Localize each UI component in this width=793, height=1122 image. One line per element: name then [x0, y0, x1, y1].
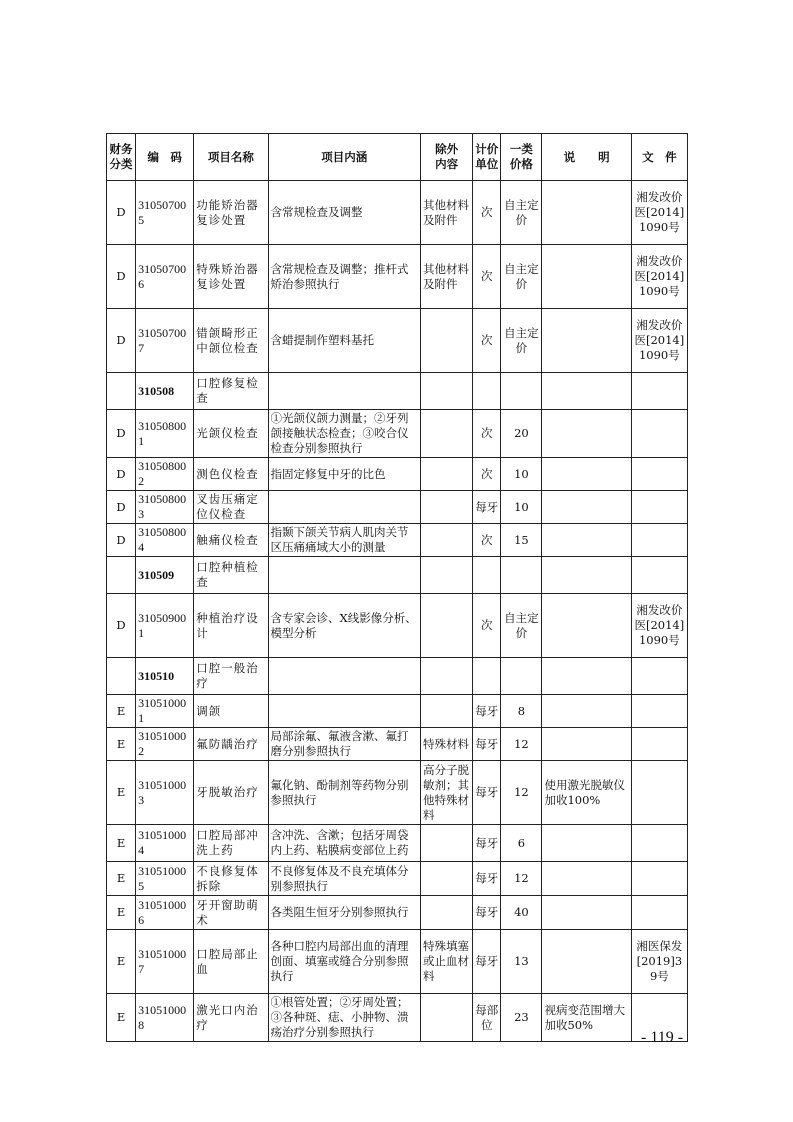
- row-name: 不良修复体拆除: [194, 862, 268, 896]
- row-category: D: [107, 491, 136, 524]
- row-doc: 湘医保发[2019]39号: [631, 930, 687, 994]
- table-row: [107, 695, 688, 728]
- row-code: 310510008: [136, 994, 194, 1042]
- row-code: 310508003: [136, 491, 194, 524]
- row-name: 触痛仪检查: [194, 524, 268, 557]
- row-note: [542, 557, 631, 594]
- row-note: [542, 896, 631, 930]
- row-doc: [631, 373, 687, 410]
- row-code: 310510002: [136, 728, 194, 761]
- row-unit: 每牙: [473, 728, 501, 761]
- row-price: [501, 373, 542, 410]
- row-unit: 每牙: [473, 761, 501, 825]
- table-row: [107, 930, 688, 994]
- row-doc: [631, 410, 687, 458]
- row-content: 不良修复体及不良充填体分别参照执行: [268, 862, 421, 896]
- row-name: 口腔局部冲洗上药: [194, 825, 268, 862]
- row-category: D: [107, 458, 136, 491]
- row-code: 310510001: [136, 695, 194, 728]
- row-category: E: [107, 825, 136, 862]
- row-category: D: [107, 410, 136, 458]
- row-unit: 次: [473, 245, 501, 309]
- row-category: [107, 373, 136, 410]
- row-content: 含蜡提制作塑料基托: [268, 309, 421, 373]
- header-price: 一类 价格: [501, 134, 542, 181]
- row-note: 视病变范围增大加收50%: [542, 994, 631, 1042]
- row-excluded: 高分子脱敏剂；其他特殊材料: [421, 761, 473, 825]
- row-price: [501, 557, 542, 594]
- row-price: 12: [501, 761, 542, 825]
- header-category: 财务 分类: [107, 134, 136, 181]
- price-table: [106, 133, 688, 1042]
- row-code: 310509: [136, 557, 194, 594]
- row-content: 指颞下颌关节病人肌肉关节区压痛痛域大小的测量: [268, 524, 421, 557]
- row-name: 牙开窗助萌术: [194, 896, 268, 930]
- table-row: [107, 896, 688, 930]
- row-price: 13: [501, 930, 542, 994]
- row-unit: 次: [473, 594, 501, 658]
- row-category: [107, 557, 136, 594]
- row-code: 310509001: [136, 594, 194, 658]
- row-unit: 每牙: [473, 862, 501, 896]
- row-unit: [473, 373, 501, 410]
- row-price: 10: [501, 491, 542, 524]
- row-note: 使用激光脱敏仪加收100%: [542, 761, 631, 825]
- row-name: 激光口内治疗: [194, 994, 268, 1042]
- table-row: [107, 309, 688, 373]
- header-name: 项目名称: [194, 134, 268, 181]
- row-code: 310510007: [136, 930, 194, 994]
- row-unit: 每牙: [473, 896, 501, 930]
- row-unit: 每牙: [473, 930, 501, 994]
- table-header-row: [107, 134, 688, 181]
- row-code: 310508004: [136, 524, 194, 557]
- row-name: 口腔一般治疗: [194, 658, 268, 695]
- row-note: [542, 594, 631, 658]
- row-code: 310508: [136, 373, 194, 410]
- row-name: 调颌: [194, 695, 268, 728]
- table-row: [107, 994, 688, 1042]
- row-excluded: [421, 594, 473, 658]
- row-price: 12: [501, 728, 542, 761]
- row-doc: [631, 557, 687, 594]
- row-code: 310510: [136, 658, 194, 695]
- row-note: [542, 695, 631, 728]
- row-name: 口腔局部止血: [194, 930, 268, 994]
- header-note: 说 明: [542, 134, 631, 181]
- row-code: 310510004: [136, 825, 194, 862]
- row-name: 口腔修复检查: [194, 373, 268, 410]
- row-note: [542, 658, 631, 695]
- row-doc: [631, 862, 687, 896]
- row-excluded: [421, 524, 473, 557]
- row-category: E: [107, 862, 136, 896]
- row-unit: 每牙: [473, 695, 501, 728]
- row-category: E: [107, 896, 136, 930]
- row-doc: 湘发改价医[2014]1090号: [631, 309, 687, 373]
- row-price: 自主定价: [501, 594, 542, 658]
- row-excluded: [421, 695, 473, 728]
- row-code: 310507005: [136, 181, 194, 245]
- row-unit: 每牙: [473, 491, 501, 524]
- row-content: ①光颌仪颌力测量；②牙列颌接触状态检查；③咬合仪检查分别参照执行: [268, 410, 421, 458]
- header-excluded: 除外 内容: [421, 134, 473, 181]
- row-doc: [631, 728, 687, 761]
- row-unit: 次: [473, 181, 501, 245]
- row-name: 测色仪检查: [194, 458, 268, 491]
- row-price: 40: [501, 896, 542, 930]
- row-name: 种植治疗设计: [194, 594, 268, 658]
- row-name: 特殊矫治器复诊处置: [194, 245, 268, 309]
- row-unit: 次: [473, 309, 501, 373]
- table-row: [107, 594, 688, 658]
- row-unit: 次: [473, 524, 501, 557]
- table-row: [107, 825, 688, 862]
- row-excluded: [421, 994, 473, 1042]
- table-row: [107, 410, 688, 458]
- row-excluded: [421, 658, 473, 695]
- row-price: 自主定价: [501, 309, 542, 373]
- row-note: [542, 458, 631, 491]
- row-content: [268, 491, 421, 524]
- row-category: E: [107, 994, 136, 1042]
- row-price: 自主定价: [501, 245, 542, 309]
- row-name: 叉齿压痛定位仪检查: [194, 491, 268, 524]
- table-row: [107, 491, 688, 524]
- row-content: 氟化钠、酚制剂等药物分别参照执行: [268, 761, 421, 825]
- row-doc: 湘发改价医[2014]1090号: [631, 594, 687, 658]
- row-unit: 次: [473, 410, 501, 458]
- row-price: 15: [501, 524, 542, 557]
- row-price: 12: [501, 862, 542, 896]
- row-category: E: [107, 695, 136, 728]
- row-note: [542, 728, 631, 761]
- row-note: [542, 245, 631, 309]
- row-doc: [631, 825, 687, 862]
- row-unit: [473, 658, 501, 695]
- row-excluded: [421, 557, 473, 594]
- table-group-row: [107, 658, 688, 695]
- row-code: 310507007: [136, 309, 194, 373]
- row-excluded: 其他材料及附件: [421, 181, 473, 245]
- row-excluded: [421, 309, 473, 373]
- row-note: [542, 373, 631, 410]
- row-content: ①根管处置；②牙周处置；③各种斑、痣、小肿物、溃疡治疗分别参照执行: [268, 994, 421, 1042]
- row-excluded: [421, 825, 473, 862]
- row-category: D: [107, 309, 136, 373]
- row-category: E: [107, 728, 136, 761]
- row-doc: [631, 524, 687, 557]
- row-content: 各类阻生恒牙分别参照执行: [268, 896, 421, 930]
- row-price: 6: [501, 825, 542, 862]
- row-content: [268, 373, 421, 410]
- row-name: 光颌仪检查: [194, 410, 268, 458]
- row-doc: 湘发改价医[2014]1090号: [631, 245, 687, 309]
- table-group-row: [107, 557, 688, 594]
- table-row: [107, 458, 688, 491]
- row-excluded: 其他材料及附件: [421, 245, 473, 309]
- table-group-row: [107, 373, 688, 410]
- row-doc: 湘发改价医[2014]1090号: [631, 181, 687, 245]
- row-price: [501, 658, 542, 695]
- row-doc: [631, 896, 687, 930]
- table-row: [107, 761, 688, 825]
- row-price: 10: [501, 458, 542, 491]
- row-excluded: [421, 458, 473, 491]
- row-content: [268, 658, 421, 695]
- row-excluded: [421, 410, 473, 458]
- row-note: [542, 825, 631, 862]
- row-price: 8: [501, 695, 542, 728]
- row-name: 氟防龋治疗: [194, 728, 268, 761]
- row-unit: 每牙: [473, 825, 501, 862]
- row-note: [542, 491, 631, 524]
- row-doc: [631, 491, 687, 524]
- row-price: 23: [501, 994, 542, 1042]
- table-row: [107, 245, 688, 309]
- row-doc: [631, 695, 687, 728]
- row-doc: [631, 658, 687, 695]
- row-note: [542, 309, 631, 373]
- row-note: [542, 930, 631, 994]
- row-code: 310508002: [136, 458, 194, 491]
- header-code: 编 码: [136, 134, 194, 181]
- row-note: [542, 181, 631, 245]
- row-content: 含常规检查及调整；推杆式矫治参照执行: [268, 245, 421, 309]
- row-name: 功能矫治器复诊处置: [194, 181, 268, 245]
- row-code: 310508001: [136, 410, 194, 458]
- row-content: [268, 557, 421, 594]
- row-excluded: [421, 862, 473, 896]
- row-excluded: [421, 491, 473, 524]
- row-price: 20: [501, 410, 542, 458]
- page-number: - 119 -: [641, 1029, 684, 1046]
- row-category: D: [107, 245, 136, 309]
- row-content: 含冲洗、含漱；包括牙周袋内上药、粘膜病变部位上药: [268, 825, 421, 862]
- table-row: [107, 181, 688, 245]
- row-name: 错颌畸形正中颌位检查: [194, 309, 268, 373]
- row-category: D: [107, 524, 136, 557]
- row-doc: [631, 458, 687, 491]
- row-content: 含专家会诊、X线影像分析、模型分析: [268, 594, 421, 658]
- row-note: [542, 410, 631, 458]
- header-doc: 文 件: [631, 134, 687, 181]
- row-content: 局部涂氟、氟液含漱、氟打磨分别参照执行: [268, 728, 421, 761]
- row-content: 各种口腔内局部出血的清理创面、填塞或缝合分别参照执行: [268, 930, 421, 994]
- row-content: 含常规检查及调整: [268, 181, 421, 245]
- table-row: [107, 862, 688, 896]
- row-excluded: 特殊填塞或止血材料: [421, 930, 473, 994]
- row-name: 口腔种植检查: [194, 557, 268, 594]
- table-row: [107, 524, 688, 557]
- row-content: [268, 695, 421, 728]
- row-unit: [473, 557, 501, 594]
- row-code: 310507006: [136, 245, 194, 309]
- row-unit: 次: [473, 458, 501, 491]
- row-excluded: [421, 373, 473, 410]
- row-doc: [631, 761, 687, 825]
- row-excluded: 特殊材料: [421, 728, 473, 761]
- header-unit: 计价 单位: [473, 134, 501, 181]
- header-content: 项目内涵: [268, 134, 421, 181]
- row-category: [107, 658, 136, 695]
- row-excluded: [421, 896, 473, 930]
- table-row: [107, 728, 688, 761]
- row-category: D: [107, 594, 136, 658]
- row-price: 自主定价: [501, 181, 542, 245]
- row-category: E: [107, 930, 136, 994]
- row-unit: 每部位: [473, 994, 501, 1042]
- row-code: 310510003: [136, 761, 194, 825]
- row-category: E: [107, 761, 136, 825]
- row-note: [542, 524, 631, 557]
- row-content: 指固定修复中牙的比色: [268, 458, 421, 491]
- row-category: D: [107, 181, 136, 245]
- row-name: 牙脱敏治疗: [194, 761, 268, 825]
- row-code: 310510005: [136, 862, 194, 896]
- row-note: [542, 862, 631, 896]
- row-code: 310510006: [136, 896, 194, 930]
